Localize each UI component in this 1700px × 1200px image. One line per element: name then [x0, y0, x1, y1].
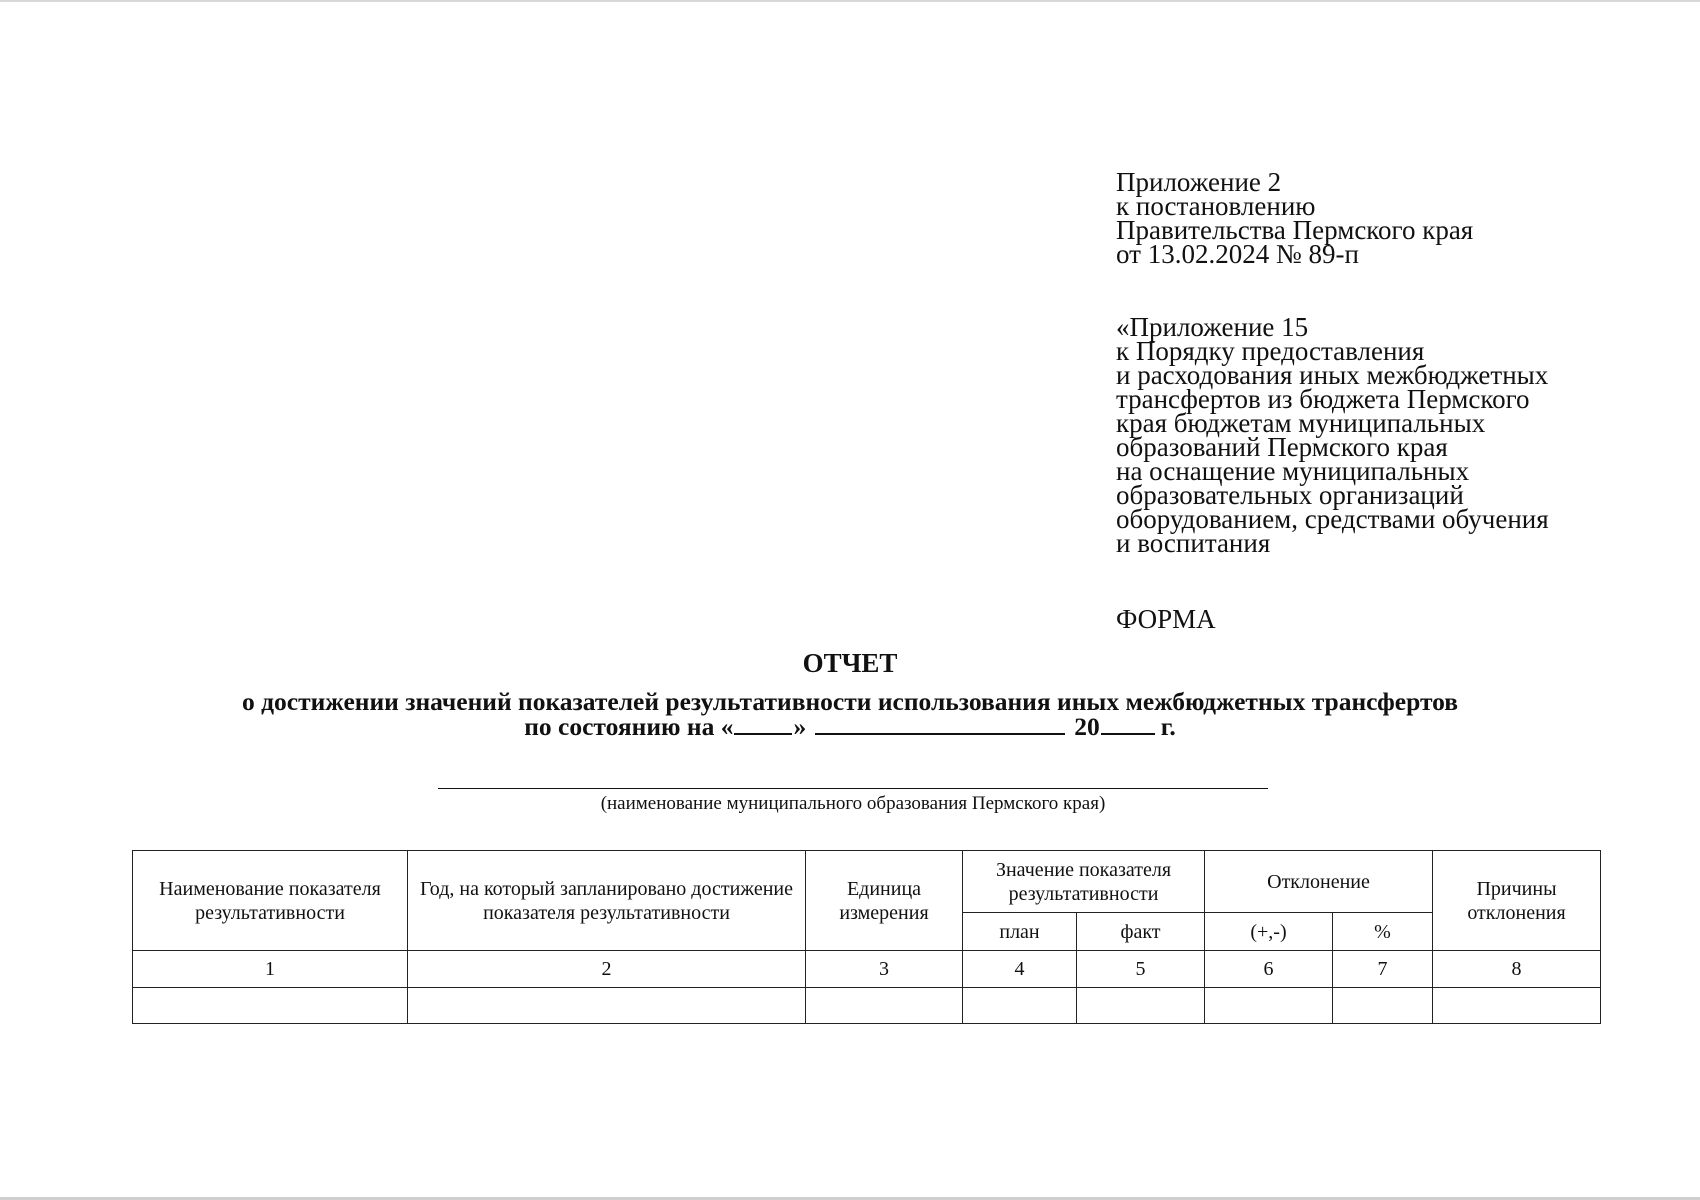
approval-line: к постановлению	[1116, 191, 1316, 221]
column-number: 1	[133, 951, 408, 988]
year-prefix: 20	[1074, 712, 1100, 741]
appendix-line: «Приложение 15	[1116, 312, 1309, 342]
table-cell	[806, 988, 963, 1024]
table-cell	[133, 988, 408, 1024]
appendix-line: к Порядку предоставления	[1116, 336, 1425, 366]
form-label: ФОРМА	[1116, 604, 1216, 634]
report-subtitle-line-1: о достижении значений показателей результативности использования иных межбюджетных трансфертов	[241, 687, 1459, 716]
date-prefix: по состоянию на «	[524, 712, 734, 741]
table-header-row	[133, 851, 1601, 913]
appendix-line: оборудованием, средствами обучения	[1116, 504, 1549, 534]
month-blank	[815, 732, 1065, 735]
column-number: 2	[408, 951, 806, 988]
column-number: 7	[1333, 951, 1433, 988]
appendix-line: образовательных организаций	[1116, 480, 1464, 510]
appendix-line: на оснащение муниципальных	[1116, 456, 1470, 486]
appendix-line: трансфертов из бюджета Пермского	[1116, 384, 1530, 414]
day-blank	[734, 732, 792, 735]
header-deviation-abs: (+,-)	[1205, 913, 1333, 951]
header-unit: Единица измерения	[806, 851, 963, 951]
year-suffix: г.	[1160, 712, 1176, 741]
column-number: 3	[806, 951, 963, 988]
municipality-caption: (наименование муниципального образования Пермского края)	[600, 793, 1106, 814]
column-number: 8	[1433, 951, 1601, 988]
appendix-line: и воспитания	[1116, 528, 1271, 558]
approval-line: Правительства Пермского края	[1116, 215, 1474, 245]
appendix-line: и расходования иных межбюджетных	[1116, 360, 1549, 390]
approval-block	[1116, 167, 1474, 269]
table-cell	[963, 988, 1077, 1024]
column-number: 4	[963, 951, 1077, 988]
column-number: 5	[1077, 951, 1205, 988]
report-table	[132, 850, 1601, 1024]
report-subtitle-line-2	[0, 714, 1700, 739]
table-cell	[1333, 988, 1433, 1024]
header-plan: план	[963, 913, 1077, 951]
report-subtitle	[0, 689, 1700, 739]
header-indicator-name: Наименование показателя результативности	[133, 851, 408, 951]
table-cell	[408, 988, 806, 1024]
report-title: ОТЧЕТ	[802, 648, 898, 678]
appendix-block	[1116, 312, 1549, 558]
page-top-edge	[0, 0, 1700, 2]
header-deviation-reasons: Причины отклонения	[1433, 851, 1601, 951]
appendix-line: образований Пермского края	[1116, 432, 1448, 462]
approval-line: Приложение 2	[1116, 167, 1282, 197]
year-blank	[1101, 732, 1155, 735]
header-planned-year: Год, на который запланировано достижение показателя результативности	[408, 851, 806, 951]
column-number: 6	[1205, 951, 1333, 988]
table-cell	[1205, 988, 1333, 1024]
table-cell	[1077, 988, 1205, 1024]
approval-line: от 13.02.2024 № 89-п	[1116, 239, 1359, 269]
header-fact: факт	[1077, 913, 1205, 951]
header-indicator-value: Значение показателя результативности	[963, 851, 1205, 913]
header-deviation-pct: %	[1333, 913, 1433, 951]
table-cell	[1433, 988, 1601, 1024]
column-number-row	[133, 951, 1601, 988]
appendix-line: края бюджетам муниципальных	[1116, 408, 1486, 438]
date-quote-close: »	[793, 712, 807, 741]
municipality-name-line	[438, 788, 1268, 789]
table-row	[133, 988, 1601, 1024]
header-deviation: Отклонение	[1205, 851, 1433, 913]
